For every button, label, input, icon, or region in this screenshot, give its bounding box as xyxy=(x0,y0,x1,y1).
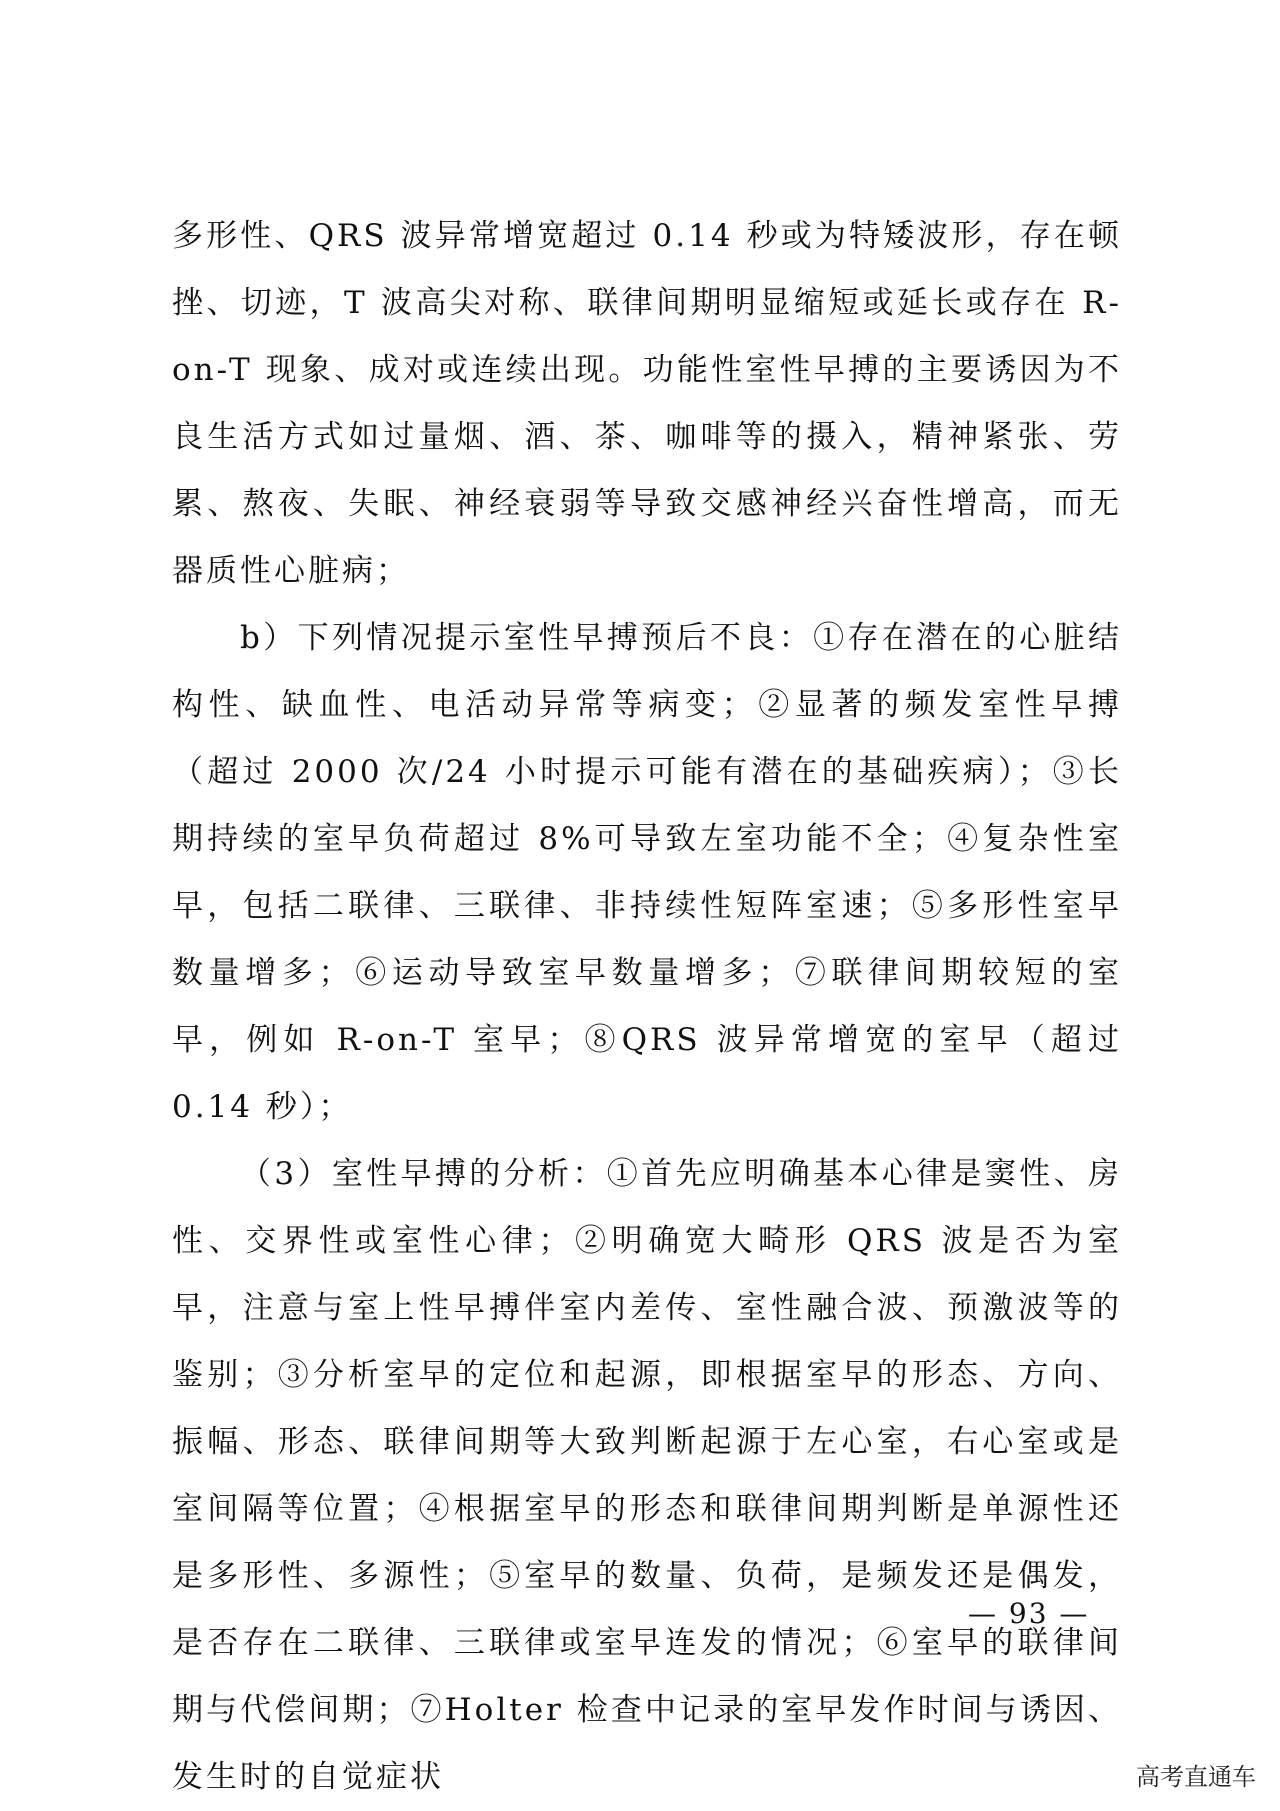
paragraph-continuation: 多形性、QRS 波异常增宽超过 0.14 秒或为特矮波形，存在顿挫、切迹，T 波高尖对称、联律间期明显缩短或延长或存在 R-on-T 现象、成对或连续出现。功能性室性早搏的主要诱因为不良生活方式如过量烟、酒、茶、咖啡等的摄入，精神紧张、劳累、熬夜、失眠、神经衰弱等导致交感神经兴奋性增高，而无器质性心脏病； xyxy=(172,218,1122,589)
body-text xyxy=(172,203,1122,1811)
paragraph-analysis: （3）室性早搏的分析：①首先应明确基本心律是窦性、房性、交界性或室性心律；②明确宽大畸形 QRS 波是否为室早，注意与室上性早搏伴室内差传、室性融合波、预激波等的鉴别；③分析室早的定位和起源，即根据室早的形态、方向、振幅、形态、联律间期等大致判断起源于左心室，右心室或是室间隔等位置；④根据室早的形态和联律间期判断是单源性还是多形性、多源性；⑤室早的数量、负荷，是频发还是偶发，是否存在二联律、三联律或室早连发的情况；⑥室早的联律间期与代偿间期；⑦Holter 检查中记录的室早发作时间与诱因、发生时的自觉症状 xyxy=(172,1156,1122,1795)
watermark-text: 高考直通车 xyxy=(1136,1763,1256,1791)
paragraph-prognosis: b）下列情况提示室性早搏预后不良：①存在潜在的心脏结构性、缺血性、电活动异常等病变；②显著的频发室性早搏（超过 2000 次/24 小时提示可能有潜在的基础疾病）；③长期持续的室早负荷超过 8%可导致左室功能不全；④复杂性室早，包括二联律、三联律、非持续性短阵室速；⑤多形性室早数量增多；⑥运动导致室早数量增多；⑦联律间期较短的室早，例如 R-on-T 室早；⑧QRS 波异常增宽的室早（超过 0.14 秒）； xyxy=(172,620,1122,1125)
page-number: — 93 — xyxy=(968,1597,1090,1630)
